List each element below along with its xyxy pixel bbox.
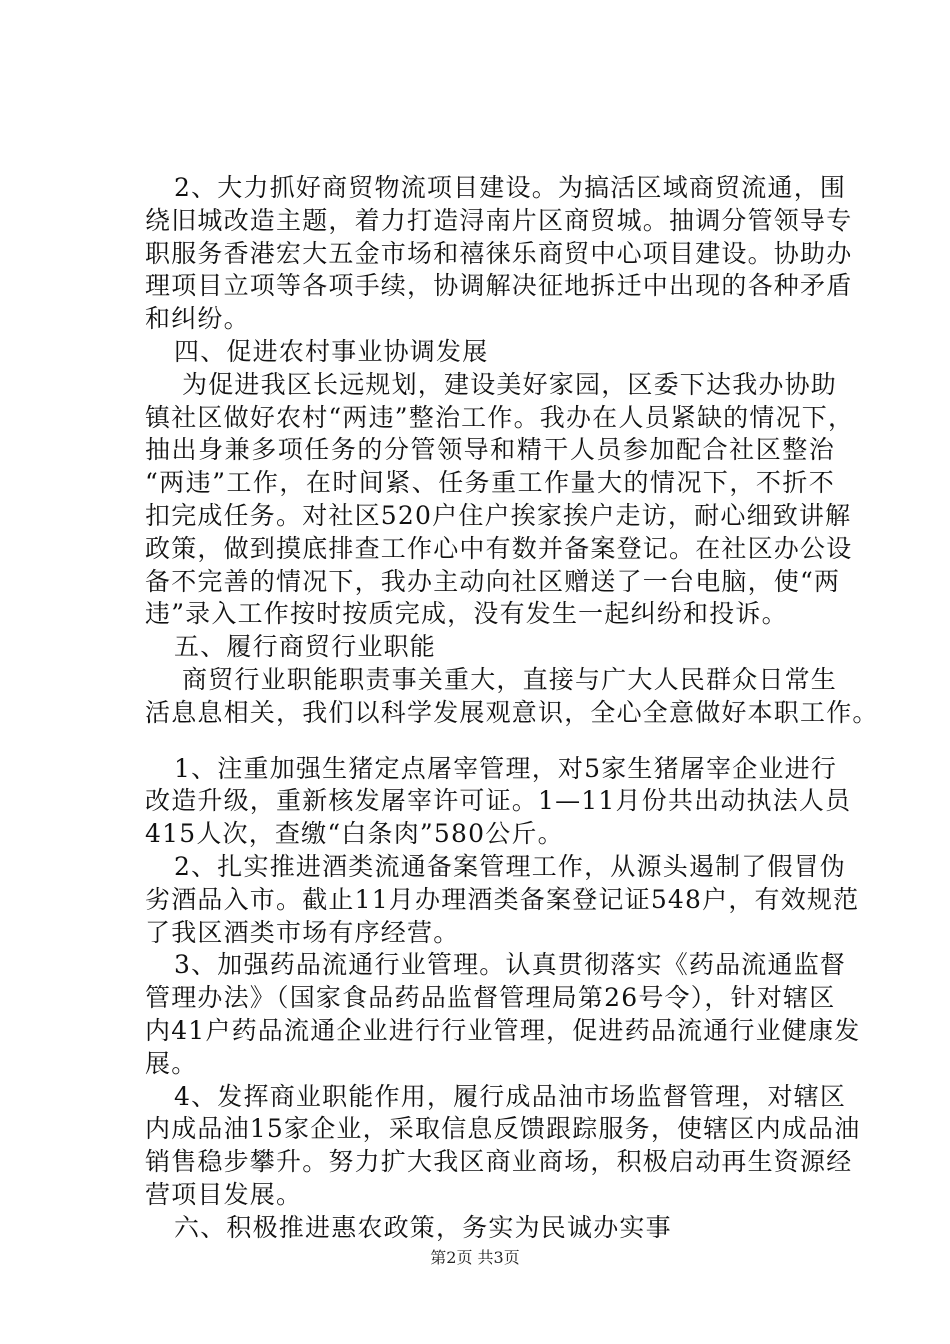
text-line: 备不完善的情况下，我办主动向社区赠送了一台电脑，使“两 [145,566,841,596]
text-line: 内成品油15家企业，采取信息反馈跟踪服务，使辖区内成品油 [145,1114,861,1144]
text-line: 营项目发展。 [145,1179,303,1209]
text-line: 活息息相关，我们以科学发展观意识，全心全意做好本职工作。 [145,697,879,727]
text-line: 管理办法》（国家食品药品监督管理局第26号令），针对辖区 [145,983,836,1013]
text-line: 3、加强药品流通行业管理。认真贯彻落实《药品流通监督 [174,950,847,980]
text-line: 扣完成任务。对社区520户住户挨家挨户走访，耐心细致讲解 [145,500,852,530]
text-line: 415人次，查缴“白条肉”580公斤。 [145,819,564,849]
text-line: 销售稳步攀升。努力扩大我区商业商场，积极启动再生资源经 [145,1147,853,1177]
text-line: 1、注重加强生猪定点屠宰管理，对5家生猪屠宰企业进行 [174,753,838,783]
page-footer: 第2页 共3页 [430,1248,520,1267]
text-line: 五、履行商贸行业职能 [174,632,437,662]
text-line: 展。 [145,1048,198,1078]
text-line: 抽出身兼多项任务的分管领导和精干人员参加配合社区整治 [145,435,835,465]
text-line: 内41户药品流通企业进行行业管理，促进药品流通行业健康发 [145,1015,861,1045]
text-line: 六、积极推进惠农政策，务实为民诚办实事 [174,1212,672,1242]
text-line: 商贸行业职能职责事关重大，直接与广大人民群众日常生 [182,664,838,694]
text-line: 了我区酒类市场有序经营。 [145,917,460,947]
text-line: 2、扎实推进酒类流通备案管理工作，从源头遏制了假冒伪 [174,851,847,881]
text-line: 理项目立项等各项手续，协调解决征地拆迁中出现的各种矛盾 [145,271,853,301]
text-line: 4、发挥商业职能作用，履行成品油市场监督管理，对辖区 [174,1081,847,1111]
text-line: 2、大力抓好商贸物流项目建设。为搞活区域商贸流通，围 [174,173,847,202]
text-line: 镇社区做好农村“两违”整治工作。我办在人员紧缺的情况下， [145,402,855,432]
document-body [145,172,879,1245]
text-line: 为促进我区长远规划，建设美好家园，区委下达我办协助 [182,369,838,399]
text-line: 绕旧城改造主题，着力打造浔南片区商贸城。抽调分管领导专 [145,205,853,235]
text-line: 违”录入工作按时按质完成，没有发生一起纠纷和投诉。 [145,599,788,629]
text-line: 职服务香港宏大五金市场和禧徕乐商贸中心项目建设。协助办 [145,238,853,268]
text-line: 改造升级，重新核发屠宰许可证。1—11月份共出动执法人员 [145,786,852,816]
text-line: “两违”工作，在时间紧、任务重工作量大的情况下，不折不 [145,468,835,498]
text-line: 和纠纷。 [145,304,250,334]
text-line: 四、促进农村事业协调发展 [174,336,489,366]
text-line: 政策，做到摸底排查工作心中有数并备案登记。在社区办公设 [145,533,853,563]
text-line: 劣酒品入市。截止11月办理酒类备案登记证548户，有效规范 [145,884,860,914]
